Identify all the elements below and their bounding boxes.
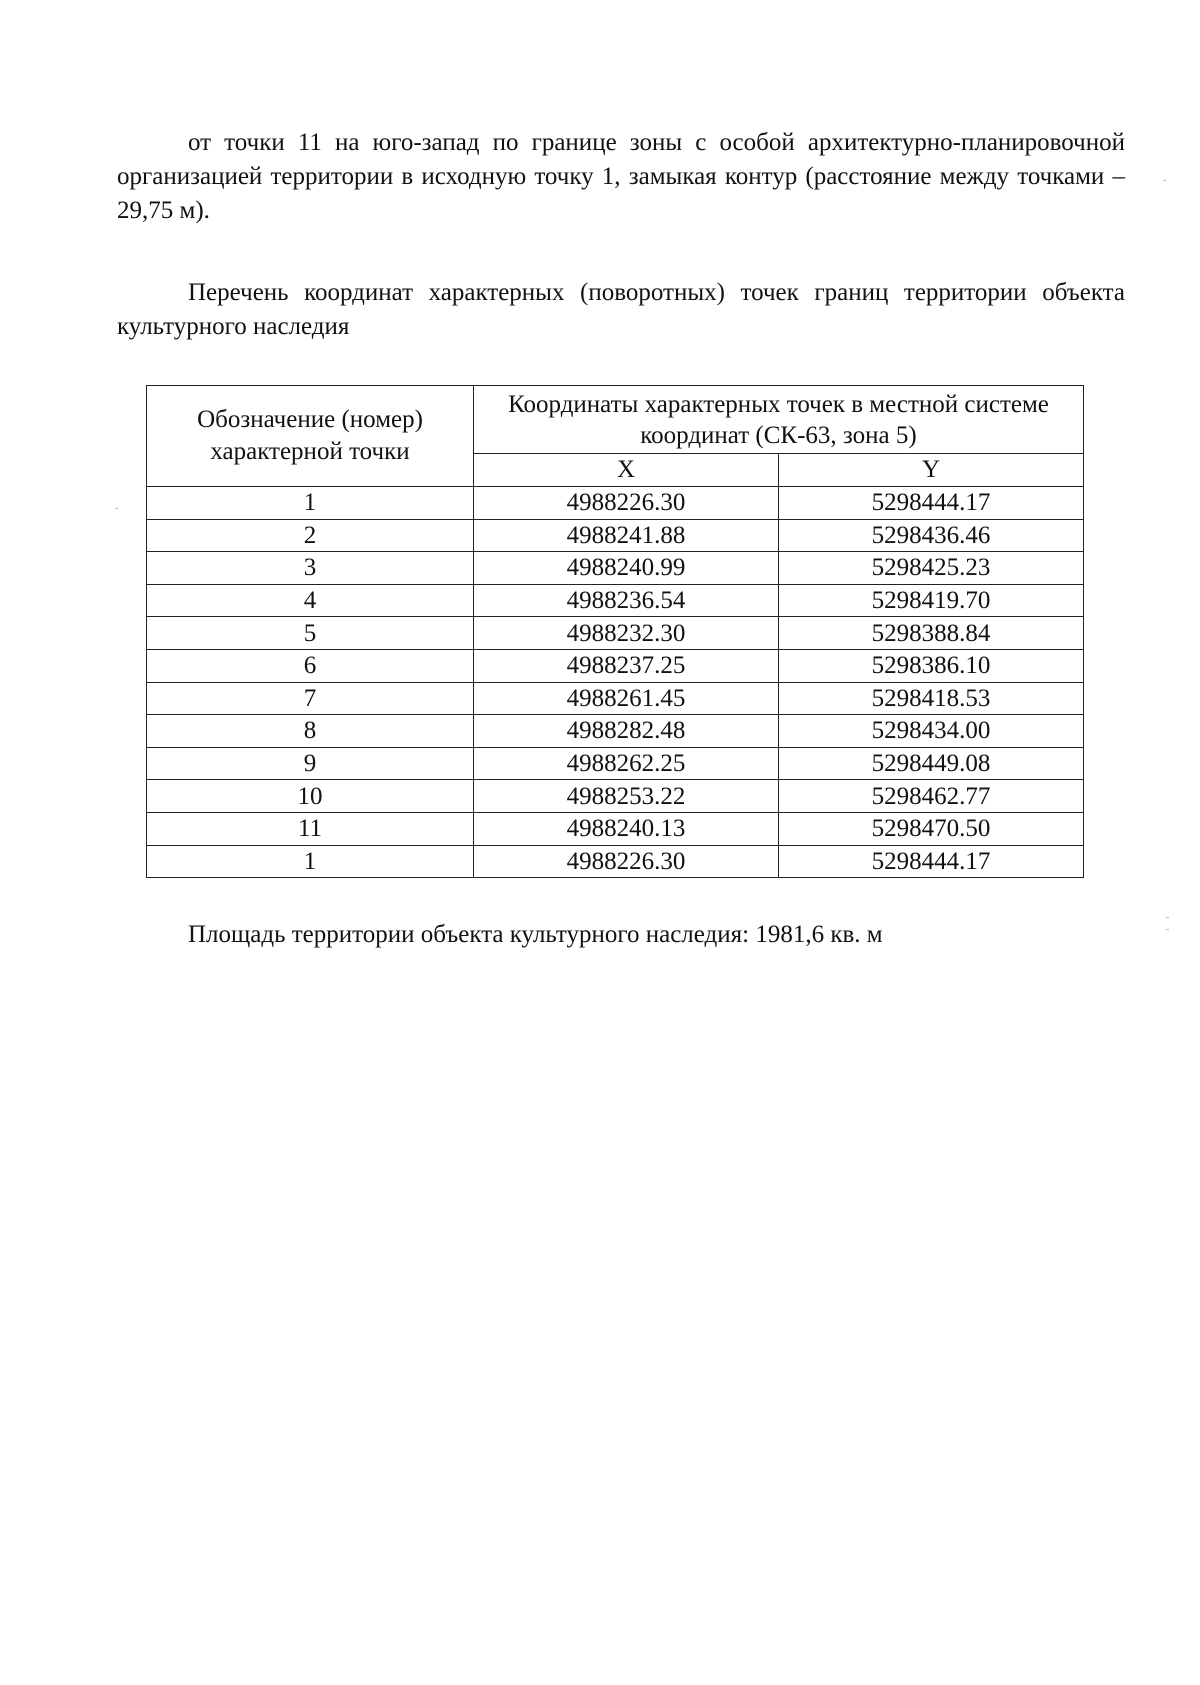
scan-artifact (1166, 917, 1169, 918)
y-coordinate-cell: 5298444.17 (779, 845, 1084, 878)
table-row (147, 649, 1084, 682)
header-x: X (474, 454, 779, 487)
y-coordinate-cell: 5298419.70 (779, 584, 1084, 617)
point-number-cell: 5 (147, 617, 474, 650)
table-row (147, 487, 1084, 520)
point-number-cell: 3 (147, 552, 474, 585)
x-coordinate-cell: 4988236.54 (474, 584, 779, 617)
point-number-cell: 1 (147, 845, 474, 878)
point-number-cell: 11 (147, 812, 474, 845)
table-row (147, 519, 1084, 552)
x-coordinate-cell: 4988241.88 (474, 519, 779, 552)
point-number-cell: 4 (147, 584, 474, 617)
scan-artifact (1163, 180, 1166, 181)
x-coordinate-cell: 4988232.30 (474, 617, 779, 650)
x-coordinate-cell: 4988226.30 (474, 487, 779, 520)
point-number-cell: 7 (147, 682, 474, 715)
y-coordinate-cell: 5298418.53 (779, 682, 1084, 715)
x-coordinate-cell: 4988262.25 (474, 747, 779, 780)
table-row (147, 617, 1084, 650)
table-row (147, 682, 1084, 715)
coordinates-list-heading: Перечень координат характерных (поворотных) точек границ территории объекта культурного наследия (117, 279, 1125, 340)
point-number-cell: 9 (147, 747, 474, 780)
table-row (147, 584, 1084, 617)
y-coordinate-cell: 5298444.17 (779, 487, 1084, 520)
y-coordinate-cell: 5298425.23 (779, 552, 1084, 585)
y-coordinate-cell: 5298388.84 (779, 617, 1084, 650)
table-row (147, 715, 1084, 748)
point-number-cell: 10 (147, 780, 474, 813)
point-number-cell: 1 (147, 487, 474, 520)
x-coordinate-cell: 4988237.25 (474, 649, 779, 682)
point-number-cell: 2 (147, 519, 474, 552)
y-coordinate-cell: 5298449.08 (779, 747, 1084, 780)
scan-artifact (115, 508, 118, 509)
coordinates-table-body (147, 487, 1084, 878)
table-row (147, 552, 1084, 585)
table-row (147, 812, 1084, 845)
table-row (147, 747, 1084, 780)
header-coordinates: Координаты характерных точек в местной системе координат (СК-63, зона 5) (474, 386, 1084, 454)
header-y: Y (779, 454, 1084, 487)
x-coordinate-cell: 4988253.22 (474, 780, 779, 813)
coordinates-table (146, 385, 1084, 878)
table-row (147, 845, 1084, 878)
y-coordinate-cell: 5298470.50 (779, 812, 1084, 845)
y-coordinate-cell: 5298462.77 (779, 780, 1084, 813)
x-coordinate-cell: 4988226.30 (474, 845, 779, 878)
x-coordinate-cell: 4988261.45 (474, 682, 779, 715)
point-number-cell: 6 (147, 649, 474, 682)
y-coordinate-cell: 5298386.10 (779, 649, 1084, 682)
scan-artifact (1166, 929, 1169, 930)
table-row (147, 780, 1084, 813)
header-point-designation: Обозначение (номер) характерной точки (147, 386, 474, 487)
x-coordinate-cell: 4988282.48 (474, 715, 779, 748)
boundary-description-paragraph: от точки 11 на юго-запад по границе зоны с особой архитектурно-планировочной организацией территории в исходную точку 1, замыкая контур (расстояние между точками – 29,75 м). (117, 129, 1125, 224)
x-coordinate-cell: 4988240.13 (474, 812, 779, 845)
y-coordinate-cell: 5298434.00 (779, 715, 1084, 748)
point-number-cell: 8 (147, 715, 474, 748)
y-coordinate-cell: 5298436.46 (779, 519, 1084, 552)
area-statement-paragraph: Площадь территории объекта культурного наследия: 1981,6 кв. м (188, 921, 883, 948)
x-coordinate-cell: 4988240.99 (474, 552, 779, 585)
